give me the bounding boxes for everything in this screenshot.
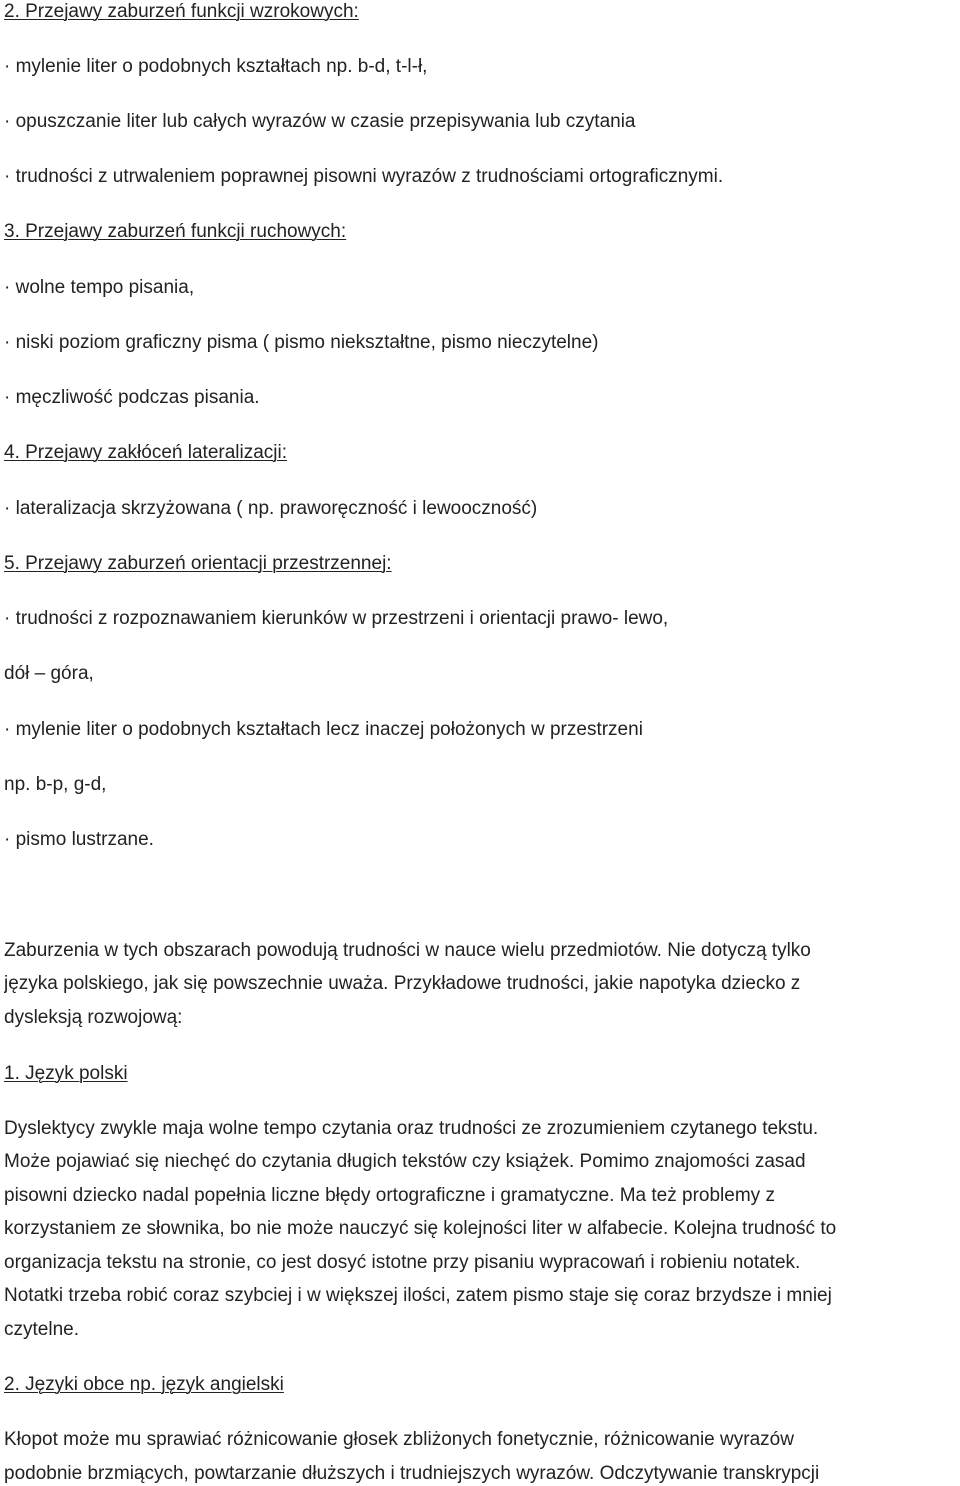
paragraph-line: Kłopot może mu sprawiać różnicowanie głosek zbliżonych fonetycznie, różnicowanie wyrazów — [4, 1429, 794, 1450]
list-item: · mylenie liter o podobnych kształtach lecz inaczej położonych w przestrzeni — [4, 719, 643, 740]
paragraph-line: Notatki trzeba robić coraz szybciej i w większej ilości, zatem pismo staje się coraz brzydsze i mniej — [4, 1285, 832, 1306]
intro-line: języka polskiego, jak się powszechnie uważa. Przykładowe trudności, jakie napotyka dziecko z — [4, 973, 801, 994]
list-item: · mylenie liter o podobnych kształtach np. b-d, t-l-ł, — [4, 56, 428, 77]
section-heading-orientation: 5. Przejawy zaburzeń orientacji przestrzennej: — [4, 553, 392, 574]
list-item: · męczliwość podczas pisania. — [4, 387, 260, 408]
paragraph-line: organizacja tekstu na stronie, co jest dosyć istotne przy pisaniu wypracowań i robieniu notatek. — [4, 1252, 801, 1273]
list-item: · pismo lustrzane. — [4, 829, 154, 850]
paragraph-line: korzystaniem ze słownika, bo nie może nauczyć się kolejności liter w alfabecie. Kolejna trudność to — [4, 1218, 837, 1239]
paragraph-line: podobnie brzmiących, powtarzanie dłuższych i trudniejszych wyrazów. Odczytywanie transkrypcji — [4, 1463, 820, 1484]
section-heading-lateralization: 4. Przejawy zakłóceń lateralizacji: — [4, 442, 288, 463]
paragraph-line: Może pojawiać się niechęć do czytania długich tekstów czy książek. Pomimo znajomości zasad — [4, 1151, 806, 1172]
list-item: · opuszczanie liter lub całych wyrazów w czasie przepisywania lub czytania — [4, 111, 636, 132]
paragraph-line: Dyslektycy zwykle maja wolne tempo czytania oraz trudności ze zrozumieniem czytanego tekstu. — [4, 1118, 819, 1139]
list-item: np. b-p, g-d, — [4, 774, 107, 795]
list-item: · trudności z utrwaleniem poprawnej pisowni wyrazów z trudnościami ortograficznymi. — [4, 166, 724, 187]
paragraph-line: pisowni dziecko nadal popełnia liczne błędy ortograficzne i gramatyczne. Ma też problemy z — [4, 1185, 775, 1206]
list-item: dół – góra, — [4, 663, 94, 684]
subject-heading-foreign: 2. Języki obce np. język angielski — [4, 1374, 284, 1395]
subject-heading-polish: 1. Język polski — [4, 1063, 128, 1084]
section-heading-visual: 2. Przejawy zaburzeń funkcji wzrokowych: — [4, 1, 359, 22]
intro-line: Zaburzenia w tych obszarach powodują trudności w nauce wielu przedmiotów. Nie dotyczą tylko — [4, 940, 811, 961]
list-item: · wolne tempo pisania, — [4, 277, 195, 298]
paragraph-line: czytelne. — [4, 1319, 79, 1340]
list-item: · trudności z rozpoznawaniem kierunków w przestrzeni i orientacji prawo- lewo, — [4, 608, 669, 629]
intro-line: dysleksją rozwojową: — [4, 1007, 183, 1028]
section-heading-motor: 3. Przejawy zaburzeń funkcji ruchowych: — [4, 221, 347, 242]
list-item: · niski poziom graficzny pisma ( pismo niekształtne, pismo nieczytelne) — [4, 332, 599, 353]
list-item: · lateralizacja skrzyżowana ( np. praworęczność i lewooczność) — [4, 498, 538, 519]
